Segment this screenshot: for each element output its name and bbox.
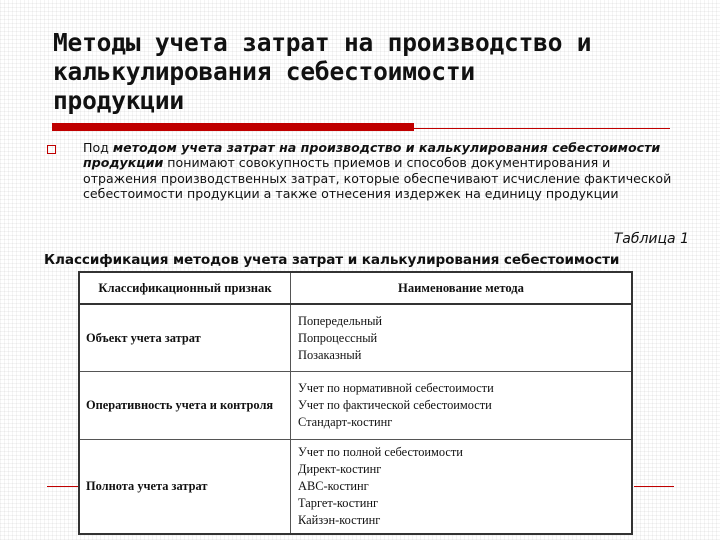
method-name: Позаказный (298, 347, 362, 362)
methods-cell (291, 304, 633, 372)
column-header-method: Наименование метода (291, 272, 633, 304)
table-row (79, 440, 632, 535)
column-header-feature: Классификационный признак (79, 272, 291, 304)
method-name: Попередельный (298, 313, 383, 328)
title-line: калькулирования себестоимости (53, 57, 475, 86)
method-name: Таргет-костинг (298, 496, 379, 510)
table-row (79, 372, 632, 440)
title-line: продукции (53, 86, 184, 115)
method-name: Учет по полной себестоимости (298, 445, 463, 459)
definition-paragraph (83, 140, 683, 202)
method-name: АВС-костинг (298, 479, 369, 493)
feature-cell: Полнота учета затрат (79, 440, 291, 535)
slide-title (53, 28, 693, 115)
method-name: Попроцессный (298, 330, 378, 345)
title-line: Методы учета затрат на производство и (53, 28, 592, 57)
methods-table (78, 271, 633, 535)
method-name: Учет по фактической себестоимости (298, 398, 492, 412)
method-name: Учет по нормативной себестоимости (298, 381, 494, 395)
feature-cell: Оперативность учета и контроля (79, 372, 291, 440)
definition-body: понимают совокупность приемов и способов документирования и отражения производственных затрат, которые обеспечивают исчисление фактической себестоимости продукции а также отнесения издержек на единицу продукции (83, 155, 672, 202)
footer-rule-left (47, 486, 79, 487)
method-name: Кайзэн-костинг (298, 513, 381, 527)
method-name: Директ-костинг (298, 462, 382, 476)
table-caption: Таблица 1 (613, 231, 689, 247)
feature-cell: Объект учета затрат (79, 304, 291, 372)
methods-cell (291, 372, 633, 440)
square-bullet-icon (47, 145, 56, 154)
title-accent-bar (52, 123, 414, 131)
method-name: Стандарт-костинг (298, 415, 393, 429)
methods-cell (291, 440, 633, 535)
table-title: Классификация методов учета затрат и калькулирования себестоимости (44, 252, 620, 268)
table-header-row (79, 272, 632, 304)
definition-term: методом учета затрат на производство и калькулирования себестоимости продукции (83, 140, 661, 171)
title-accent-rule (414, 128, 670, 129)
definition-prefix: Под (83, 140, 113, 155)
footer-rule-right (634, 486, 674, 487)
table-row (79, 304, 632, 372)
